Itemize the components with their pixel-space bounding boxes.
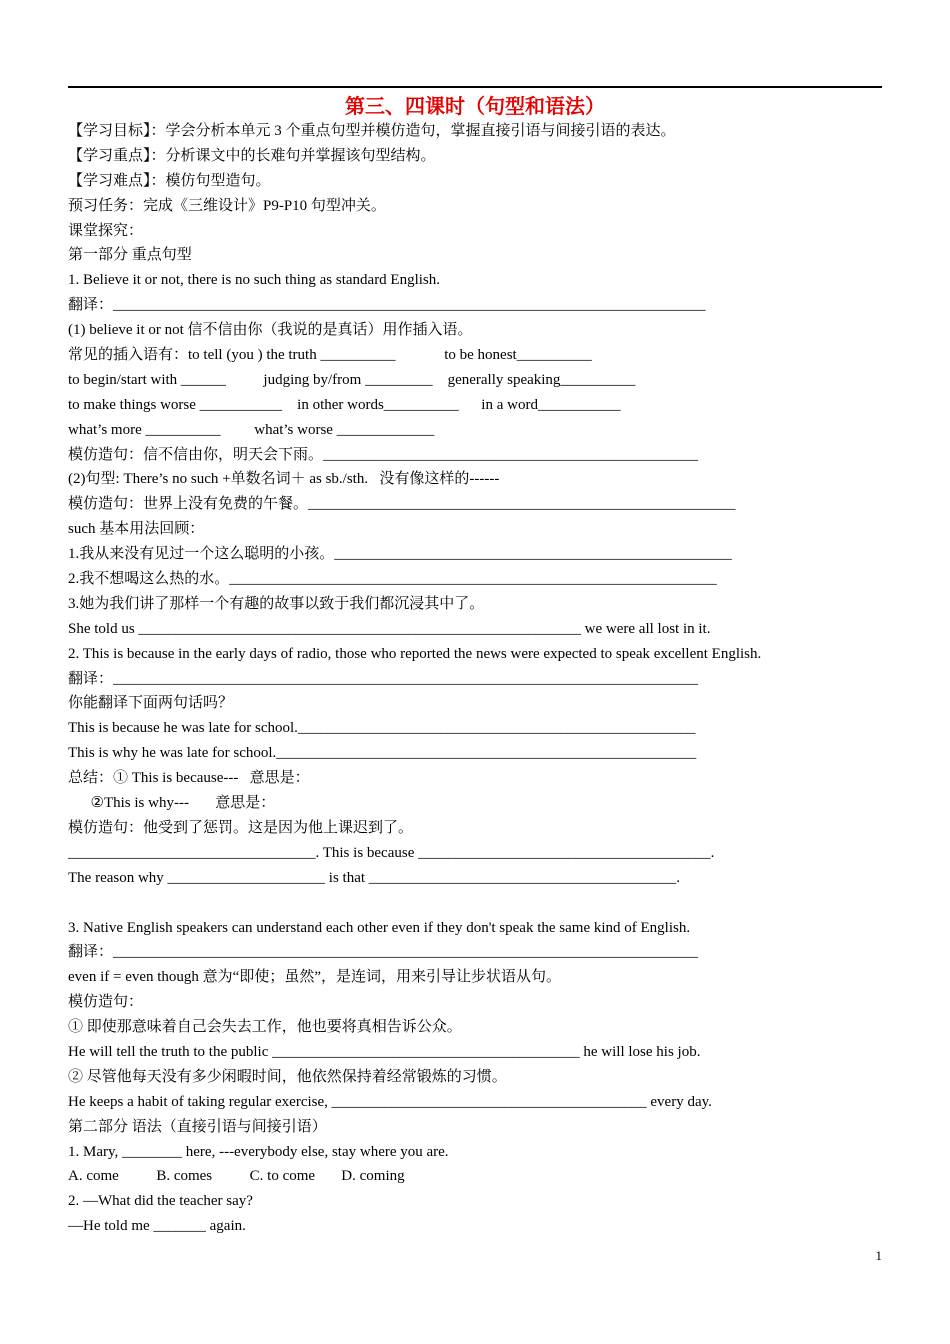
text-line: 3. Native English speakers can understand each other even if they don't speak the same kind of English. (68, 919, 691, 936)
text-line: 你能翻译下面两句话吗？ (68, 695, 234, 712)
text-line: ② 尽管他每天没有多少闲暇时间，他依然保持着经常锻炼的习惯。 (68, 1068, 507, 1085)
answer-line[interactable]: 翻译：_______________________________________________________________________________ (68, 297, 706, 314)
text-line: 常见的插入语有：to tell (you ) the truth __________ to be honest__________ (68, 347, 592, 364)
text-line: 1. Believe it or not, there is no such thing as standard English. (68, 272, 441, 289)
answer-line[interactable]: 翻译：______________________________________________________________________________ (68, 944, 699, 961)
worksheet-body (68, 119, 888, 1239)
page-number: 1 (875, 1248, 882, 1263)
text-line: (1) believe it or not 信不信由你（我说的是真话）用作插入语。 (68, 322, 473, 339)
text-line: 模仿造句： (68, 994, 144, 1011)
text-line: 课堂探究： (68, 222, 144, 239)
text-line: 预习任务：完成《三维设计》P9-P10 句型冲关。 (68, 197, 386, 214)
text-line: ②This is why--- 意思是： (68, 795, 276, 812)
text-line: 3.她为我们讲了那样一个有趣的故事以致于我们都沉浸其中了。 (68, 595, 485, 612)
answer-line[interactable]: The reason why _____________________ is that _________________________________________. (68, 869, 681, 886)
question-line[interactable]: 1. Mary, ________ here, ---everybody else, stay where you are. (68, 1143, 449, 1160)
answer-line[interactable]: 翻译：______________________________________________________________________________ (68, 670, 699, 687)
answer-line[interactable]: She told us ___________________________________________________________ we were all lost in it. (68, 620, 711, 637)
section-heading: 第一部分 重点句型 (68, 247, 192, 264)
text-line: 2. This is because in the early days of radio, those who reported the news were expected to speak excellent English. (68, 645, 762, 662)
text-line: even if = even though 意为“即使；虽然”，是连词，用来引导让步状语从句。 (68, 969, 561, 986)
blank-line (68, 891, 888, 916)
text-line: to make things worse ___________ in other words__________ in a word___________ (68, 396, 621, 413)
text-line: 【学习难点】：模仿句型造句。 (68, 172, 271, 189)
answer-line[interactable]: 1.我从来没有见过一个这么聪明的小孩。_____________________________________________________ (68, 546, 732, 563)
top-rule (68, 86, 882, 88)
answer-line[interactable]: 模仿造句：信不信由你，明天会下雨。__________________________________________________ (68, 446, 699, 463)
question-line[interactable]: —He told me _______ again. (68, 1218, 246, 1235)
text-line: 【学习目标】：学会分析本单元 3 个重点句型并模仿造句，掌握直接引语与间接引语的表达。 (68, 123, 676, 139)
text-line: 总结：① This is because--- 意思是： (68, 770, 310, 787)
section-heading: 第二部分 语法（直接引语与间接引语） (68, 1118, 327, 1135)
answer-line[interactable]: He keeps a habit of taking regular exercise, __________________________________________ every day. (68, 1093, 712, 1110)
answer-line[interactable]: This is why he was late for school.________________________________________________________ (68, 745, 697, 762)
page-title: 第三、四课时（句型和语法） (345, 94, 605, 118)
answer-line[interactable]: This is because he was late for school._____________________________________________________ (68, 720, 696, 737)
question-line: 2. —What did the teacher say? (68, 1193, 253, 1210)
text-line: 模仿造句：他受到了惩罚。这是因为他上课迟到了。 (68, 819, 414, 836)
text-line: to begin/start with ______ judging by/from _________ generally speaking__________ (68, 371, 636, 388)
answer-line[interactable]: 2.我不想喝这么热的水。_________________________________________________________________ (68, 571, 717, 588)
text-line: ① 即使那意味着自己会失去工作，他也要将真相告诉公众。 (68, 1019, 462, 1036)
text-line: what’s more __________ what’s worse _____________ (68, 421, 435, 438)
text-line: (2)句型: There’s no such +单数名词＋ as sb./sth. 没有像这样的------ (68, 471, 500, 488)
answer-line[interactable]: 模仿造句：世界上没有免费的午餐。_________________________________________________________ (68, 496, 736, 513)
options-line: A. come B. comes C. to come D. coming (68, 1168, 405, 1185)
answer-line[interactable]: He will tell the truth to the public _________________________________________ he will lose his job. (68, 1043, 701, 1060)
text-line: 【学习重点】：分析课文中的长难句并掌握该句型结构。 (68, 147, 436, 164)
answer-line[interactable]: _________________________________. This is because _______________________________________. (68, 844, 715, 861)
text-line: such 基本用法回顾： (68, 521, 205, 538)
